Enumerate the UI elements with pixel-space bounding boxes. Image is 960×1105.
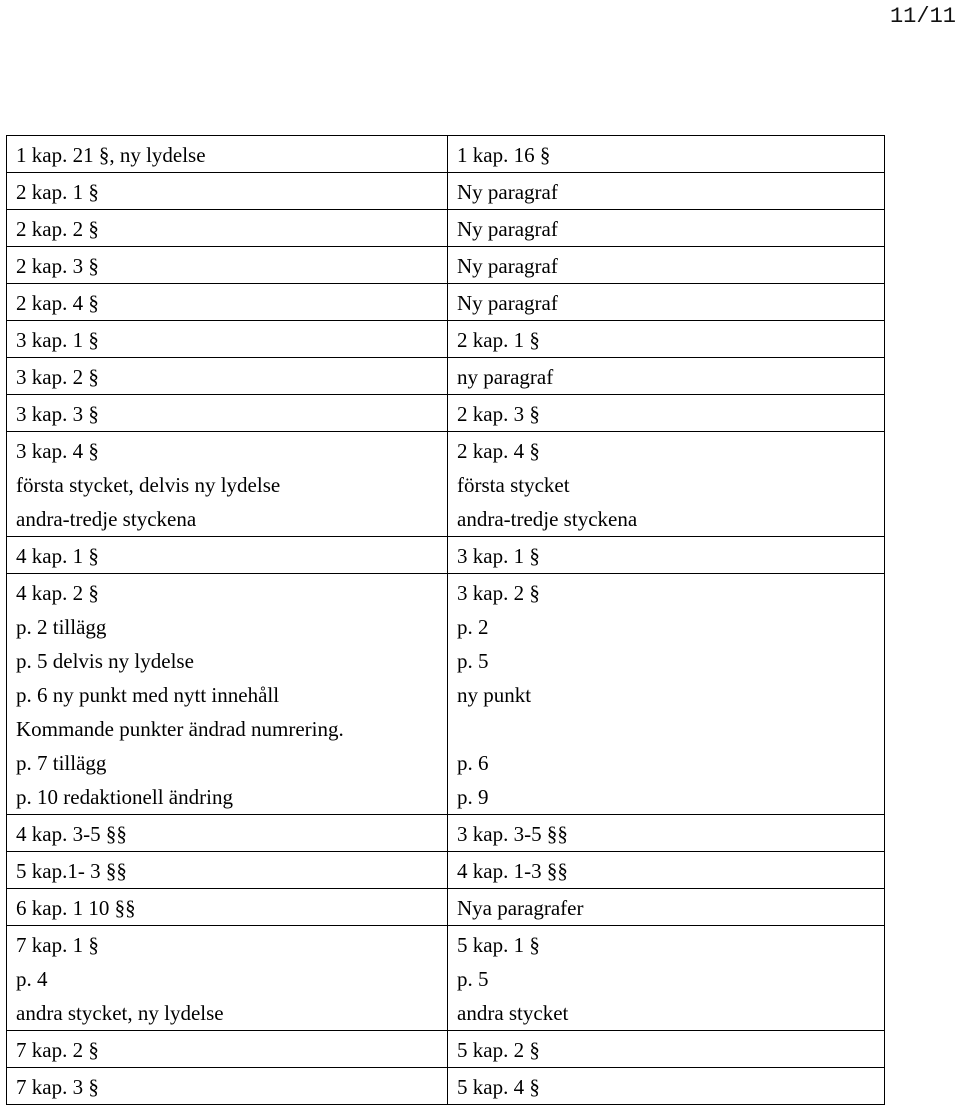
new-provision-cell	[448, 926, 885, 1031]
old-provision-cell	[7, 284, 448, 321]
table-row	[7, 1068, 885, 1105]
table-row	[7, 247, 885, 284]
provision-line: andra stycket, ny lydelse	[16, 1001, 224, 1025]
old-provision-cell	[7, 247, 448, 284]
table-row	[7, 136, 885, 173]
new-provision-cell	[448, 432, 885, 537]
provision-line: 3 kap. 2 §	[457, 581, 540, 605]
table-row	[7, 321, 885, 358]
provision-line: p. 5	[457, 967, 489, 991]
old-provision-cell	[7, 432, 448, 537]
provision-line: 2 kap. 1 §	[457, 328, 540, 352]
provision-line: 3 kap. 1 §	[16, 328, 99, 352]
table-row	[7, 284, 885, 321]
provision-line: p. 2	[457, 615, 489, 639]
table-row	[7, 173, 885, 210]
old-provision-cell	[7, 889, 448, 926]
provision-line: 1 kap. 16 §	[457, 143, 551, 167]
provision-line: 2 kap. 2 §	[16, 217, 99, 241]
table-row	[7, 358, 885, 395]
table-row	[7, 926, 885, 1031]
provision-line: andra-tredje styckena	[457, 507, 638, 531]
new-provision-cell	[448, 815, 885, 852]
provision-line: ny punkt	[457, 683, 532, 707]
provision-line: 3 kap. 1 §	[457, 544, 540, 568]
table-row	[7, 815, 885, 852]
old-provision-cell	[7, 358, 448, 395]
new-provision-cell	[448, 852, 885, 889]
provision-line: p. 9	[457, 785, 489, 809]
provision-line: p. 5 delvis ny lydelse	[16, 649, 194, 673]
new-provision-cell	[448, 537, 885, 574]
parallel-table	[6, 135, 885, 1105]
provision-line: 7 kap. 2 §	[16, 1038, 99, 1062]
provision-line: Ny paragraf	[457, 217, 558, 241]
old-provision-cell	[7, 1031, 448, 1068]
provision-line: 2 kap. 1 §	[16, 180, 99, 204]
new-provision-cell	[448, 210, 885, 247]
provision-line: första stycket	[457, 473, 570, 497]
new-provision-cell	[448, 1068, 885, 1105]
provision-line: 5 kap. 1 §	[457, 933, 540, 957]
provision-line: 4 kap. 3-5 §§	[16, 822, 127, 846]
provision-line: andra-tredje styckena	[16, 507, 197, 531]
old-provision-cell	[7, 321, 448, 358]
provision-line: p. 10 redaktionell ändring	[16, 785, 233, 809]
provision-line: 7 kap. 3 §	[16, 1075, 99, 1099]
old-provision-cell	[7, 574, 448, 815]
provision-line: 6 kap. 1 10 §§	[16, 896, 136, 920]
provision-line: 4 kap. 1 §	[16, 544, 99, 568]
page-number: 11/11	[889, 4, 956, 29]
provision-line: 1 kap. 21 §, ny lydelse	[16, 143, 206, 167]
provision-line: Nya paragrafer	[457, 896, 584, 920]
old-provision-cell	[7, 852, 448, 889]
new-provision-cell	[448, 889, 885, 926]
new-provision-cell	[448, 247, 885, 284]
provision-line: 4 kap. 1-3 §§	[457, 859, 568, 883]
provision-line: p. 6	[457, 751, 489, 775]
provision-line: Ny paragraf	[457, 254, 558, 278]
old-provision-cell	[7, 395, 448, 432]
new-provision-cell	[448, 358, 885, 395]
table-row	[7, 574, 885, 815]
old-provision-cell	[7, 815, 448, 852]
provision-line: 3 kap. 3 §	[16, 402, 99, 426]
new-provision-cell	[448, 1031, 885, 1068]
old-provision-cell	[7, 173, 448, 210]
provision-line: andra stycket	[457, 1001, 569, 1025]
provision-line: 2 kap. 4 §	[457, 439, 540, 463]
provision-line: 5 kap.1- 3 §§	[16, 859, 127, 883]
provision-line: 7 kap. 1 §	[16, 933, 99, 957]
provision-line: 3 kap. 2 §	[16, 365, 99, 389]
table-row	[7, 210, 885, 247]
provision-line: Ny paragraf	[457, 180, 558, 204]
provision-line: Ny paragraf	[457, 291, 558, 315]
table-row	[7, 432, 885, 537]
provision-line	[457, 712, 875, 746]
provision-line: 2 kap. 3 §	[16, 254, 99, 278]
new-provision-cell	[448, 173, 885, 210]
provision-line: Kommande punkter ändrad numrering.	[16, 717, 344, 741]
new-provision-cell	[448, 284, 885, 321]
table-row	[7, 395, 885, 432]
provision-line: p. 7 tillägg	[16, 751, 107, 775]
provision-line: 5 kap. 2 §	[457, 1038, 540, 1062]
provision-line: p. 6 ny punkt med nytt innehåll	[16, 683, 280, 707]
new-provision-cell	[448, 574, 885, 815]
provision-line: p. 5	[457, 649, 489, 673]
provision-line: ny paragraf	[457, 365, 554, 389]
provision-line: 4 kap. 2 §	[16, 581, 99, 605]
provision-line: 3 kap. 3-5 §§	[457, 822, 568, 846]
old-provision-cell	[7, 1068, 448, 1105]
old-provision-cell	[7, 210, 448, 247]
new-provision-cell	[448, 395, 885, 432]
old-provision-cell	[7, 537, 448, 574]
provision-line: 2 kap. 4 §	[16, 291, 99, 315]
old-provision-cell	[7, 136, 448, 173]
table-body	[7, 136, 885, 1105]
provision-line: p. 2 tillägg	[16, 615, 107, 639]
new-provision-cell	[448, 136, 885, 173]
table-row	[7, 889, 885, 926]
old-provision-cell	[7, 926, 448, 1031]
provision-line: 5 kap. 4 §	[457, 1075, 540, 1099]
provision-line: 3 kap. 4 §	[16, 439, 99, 463]
table-row	[7, 537, 885, 574]
new-provision-cell	[448, 321, 885, 358]
provision-line: 2 kap. 3 §	[457, 402, 540, 426]
table-row	[7, 852, 885, 889]
provision-line: första stycket, delvis ny lydelse	[16, 473, 281, 497]
table-row	[7, 1031, 885, 1068]
provision-line: p. 4	[16, 967, 48, 991]
